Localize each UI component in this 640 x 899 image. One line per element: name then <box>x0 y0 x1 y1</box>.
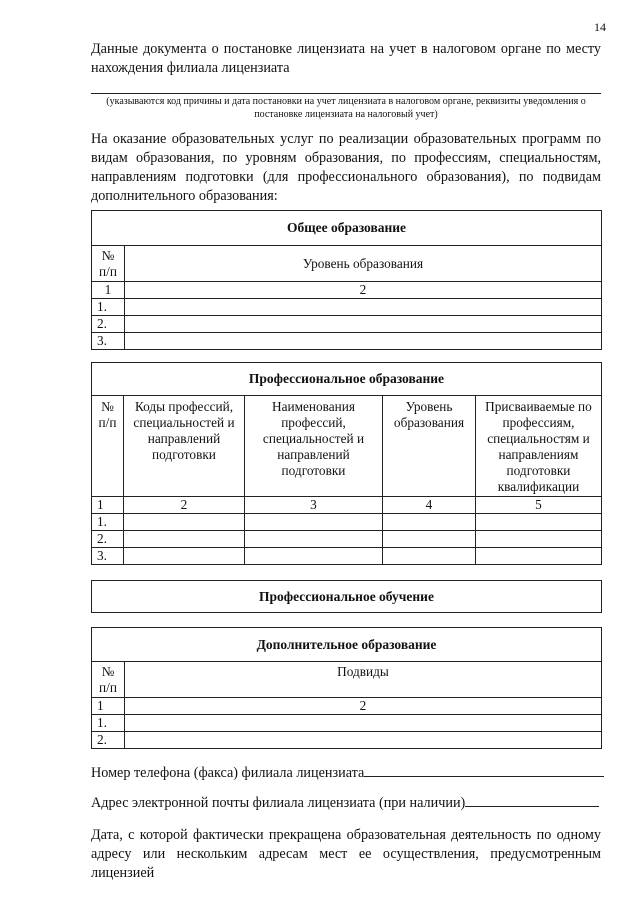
column-header: Наименования профессий, специальностей и направлений подготовки <box>245 396 383 497</box>
column-index: 1 <box>92 282 125 299</box>
row-number: 2. <box>92 732 125 749</box>
row-number: 2. <box>92 531 124 548</box>
table-cell[interactable] <box>383 531 476 548</box>
column-header: Уровень образования <box>125 246 602 282</box>
column-header: № п/п <box>92 246 125 282</box>
email-line <box>91 792 599 812</box>
table-cell[interactable] <box>124 514 245 531</box>
fill-in-line <box>91 93 601 94</box>
table-cell[interactable] <box>125 732 602 749</box>
page-number: 14 <box>594 20 606 34</box>
table-cell[interactable] <box>124 531 245 548</box>
phone-line <box>91 762 604 782</box>
column-header: Подвиды <box>125 662 602 698</box>
column-index: 1 <box>92 497 124 514</box>
column-index: 1 <box>92 698 125 715</box>
column-index: 3 <box>245 497 383 514</box>
table-cell[interactable] <box>476 531 602 548</box>
column-header: Уровень образования <box>383 396 476 497</box>
table-cell[interactable] <box>245 531 383 548</box>
column-index: 2 <box>125 698 602 715</box>
column-header: № п/п <box>92 396 124 497</box>
tax-registration-heading: Данные документа о постановке лицензиата на учет в налоговом органе по месту нахождения филиала лицензиата <box>91 41 601 76</box>
column-header: Коды профессий, специальностей и направлений подготовки <box>124 396 245 497</box>
cessation-date-text: Дата, с которой фактически прекращена образовательная деятельность по одному адресу или нескольким адресам мест ее осуществления, предусмотренным лицензией <box>91 827 601 881</box>
table-cell[interactable] <box>476 514 602 531</box>
table-cell[interactable] <box>125 299 602 316</box>
column-index: 2 <box>125 282 602 299</box>
table-cell[interactable] <box>125 333 602 350</box>
services-intro: На оказание образовательных услуг по реализации образовательных программ по видам образования, по уровням образования, по профессиям, специальностям, направлениям подготовки (для профессионального образования), по подвидам дополнительного образования: <box>91 131 601 204</box>
table-title: Общее образование <box>92 211 602 246</box>
phone-field[interactable] <box>364 762 604 777</box>
professional-education-table <box>91 362 602 565</box>
table-cell[interactable] <box>383 514 476 531</box>
tax-registration-note: (указываются код причины и дата постановки на учет лицензиата в налоговом органе, реквизиты уведомления о постановке лицензиата на налоговый учет) <box>106 96 586 120</box>
column-header: № п/п <box>92 662 125 698</box>
row-number: 2. <box>92 316 125 333</box>
email-field[interactable] <box>465 792 599 807</box>
professional-training-table <box>91 580 602 613</box>
row-number: 1. <box>92 715 125 732</box>
table-cell[interactable] <box>245 548 383 565</box>
additional-education-table <box>91 627 602 749</box>
column-index: 2 <box>124 497 245 514</box>
column-index: 5 <box>476 497 602 514</box>
phone-label: Номер телефона (факса) филиала лицензиата <box>91 765 365 781</box>
general-education-table <box>91 210 602 350</box>
column-index: 4 <box>383 497 476 514</box>
email-label: Адрес электронной почты филиала лицензиата (при наличии) <box>91 795 466 811</box>
table-title: Профессиональное образование <box>92 363 602 396</box>
row-number: 1. <box>92 299 125 316</box>
table-title: Дополнительное образование <box>92 628 602 662</box>
table-cell[interactable] <box>124 548 245 565</box>
row-number: 3. <box>92 333 125 350</box>
table-cell[interactable] <box>476 548 602 565</box>
column-header: Присваиваемые по профессиям, специальностям и направлениям подготовки квалификации <box>476 396 602 497</box>
table-cell[interactable] <box>245 514 383 531</box>
table-cell[interactable] <box>125 715 602 732</box>
table-cell[interactable] <box>125 316 602 333</box>
table-cell[interactable] <box>383 548 476 565</box>
table-title: Профессиональное обучение <box>92 581 602 613</box>
row-number: 1. <box>92 514 124 531</box>
row-number: 3. <box>92 548 124 565</box>
